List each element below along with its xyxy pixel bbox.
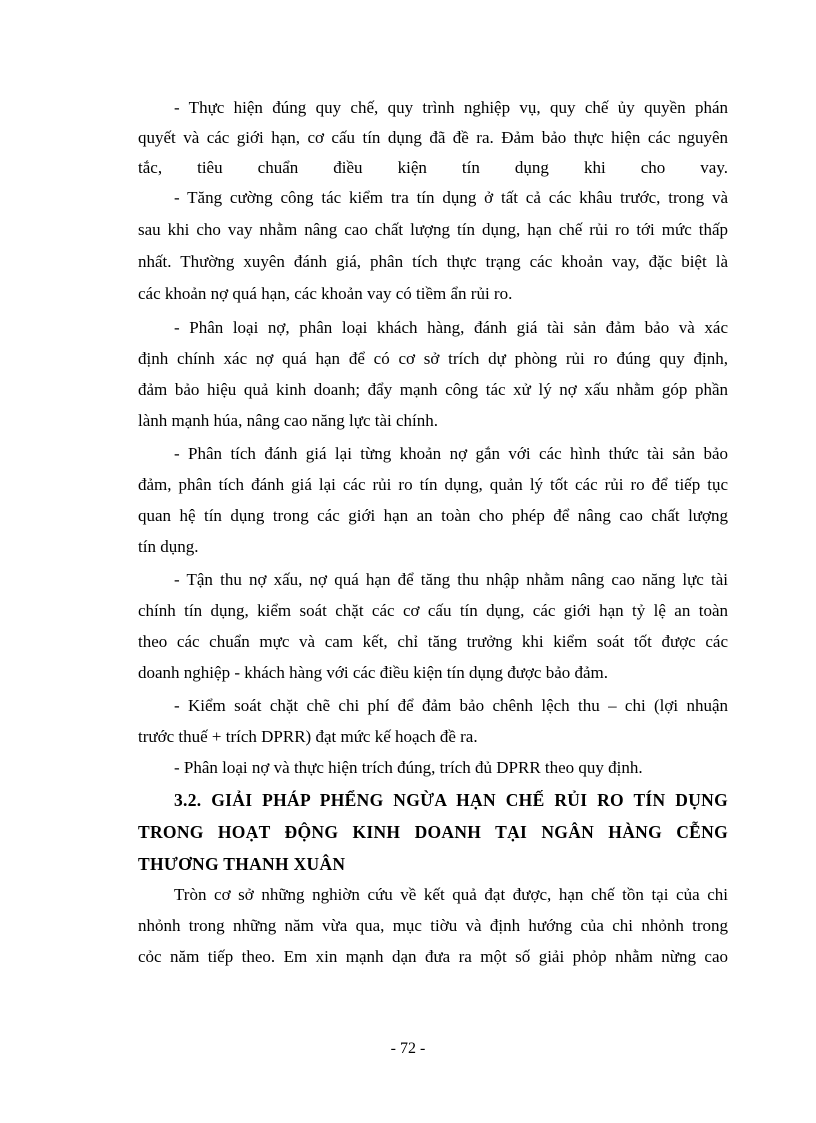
paragraph-2-line-3: nhất. Thường xuyên đánh giá, phân tích thực trạng các khoản vay, đặc biệt là (138, 252, 728, 271)
paragraph-4-line-1: - Phân tích đánh giá lại từng khoản nợ gắn với các hình thức tài sản bảo (174, 444, 728, 463)
paragraph-1-line-1: - Thực hiện đúng quy chế, quy trình nghiệp vụ, quy chế ủy quyền phán (174, 98, 728, 117)
closing-paragraph-line-3: cỏc năm tiếp theo. Em xin mạnh dạn đưa ra một số giải phỏp nhằm nừng cao (138, 947, 728, 966)
paragraph-2-line-4: các khoản nợ quá hạn, các khoản vay có tiềm ẩn rủi ro. (138, 284, 513, 303)
paragraph-2-line-1: - Tăng cường công tác kiểm tra tín dụng ở tất cả các khâu trước, trong và (174, 188, 728, 207)
paragraph-5-line-2: chính tín dụng, kiểm soát chặt các cơ cấu tín dụng, các giới hạn tỷ lệ an toàn (138, 601, 728, 620)
paragraph-3-line-1: - Phân loại nợ, phân loại khách hàng, đánh giá tài sản đảm bảo và xác (174, 318, 728, 337)
closing-paragraph-line-1: Tròn cơ sở những nghiờn cứu về kết quả đạt được, hạn chế tồn tại của chi (174, 885, 728, 904)
paragraph-7-line-1: - Phân loại nợ và thực hiện trích đúng, trích đủ DPRR theo quy định. (174, 758, 643, 777)
closing-paragraph-line-2: nhỏnh trong những năm vừa qua, mục tiờu và định hướng của chi nhỏnh trong (138, 916, 728, 935)
page-number: - 72 - (390, 1040, 426, 1057)
paragraph-5-line-4: doanh nghiệp - khách hàng với các điều kiện tín dụng được bảo đảm. (138, 663, 609, 682)
section-heading-line-2: TRONG HOẠT ĐỘNG KINH DOANH TẠI NGÂN HÀNG CỄNG (138, 822, 728, 842)
paragraph-4-line-4: tín dụng. (138, 537, 199, 556)
paragraph-6-line-1: - Kiểm soát chặt chẽ chi phí để đảm bảo chênh lệch thu – chi (lợi nhuận (174, 696, 728, 715)
paragraph-4-line-3: quan hệ tín dụng trong các giới hạn an toàn cho phép để nâng cao chất lượng (138, 506, 728, 525)
paragraph-5-line-3: theo các chuẩn mực và cam kết, chỉ tăng trưởng khi kiểm soát tốt được các (138, 632, 728, 651)
paragraph-1-line-2: quyết và các giới hạn, cơ cấu tín dụng đã đề ra. Đảm bảo thực hiện các nguyên (138, 128, 728, 147)
paragraph-3-line-4: lành mạnh húa, nâng cao năng lực tài chính. (138, 411, 439, 430)
paragraph-3-line-3: đảm bảo hiệu quả kinh doanh; đẩy mạnh công tác xử lý nợ xấu nhằm góp phần (138, 380, 728, 399)
paragraph-4-line-2: đảm, phân tích đánh giá lại các rủi ro tín dụng, quản lý tốt các rủi ro để tiếp tục (138, 475, 728, 494)
section-heading-line-1: 3.2. GIẢI PHÁP PHỂNG NGỪA HẠN CHẾ RỦI RO TÍN DỤNG (174, 790, 728, 810)
paragraph-2-line-2: sau khi cho vay nhằm nâng cao chất lượng tín dụng, hạn chế rủi ro tới mức thấp (138, 220, 728, 239)
paragraph-6-line-2: trước thuế + trích DPRR) đạt mức kế hoạch đề ra. (138, 727, 478, 746)
paragraph-5-line-1: - Tận thu nợ xấu, nợ quá hạn để tăng thu nhập nhằm nâng cao năng lực tài (174, 570, 728, 589)
paragraph-3-line-2: định chính xác nợ quá hạn để có cơ sở trích dự phòng rủi ro đúng quy định, (138, 349, 728, 368)
section-heading-line-3: THƯƠNG THANH XUÂN (138, 854, 346, 874)
paragraph-1-line-3: tắc, tiêu chuẩn điều kiện tín dụng khi cho vay. (138, 158, 728, 177)
